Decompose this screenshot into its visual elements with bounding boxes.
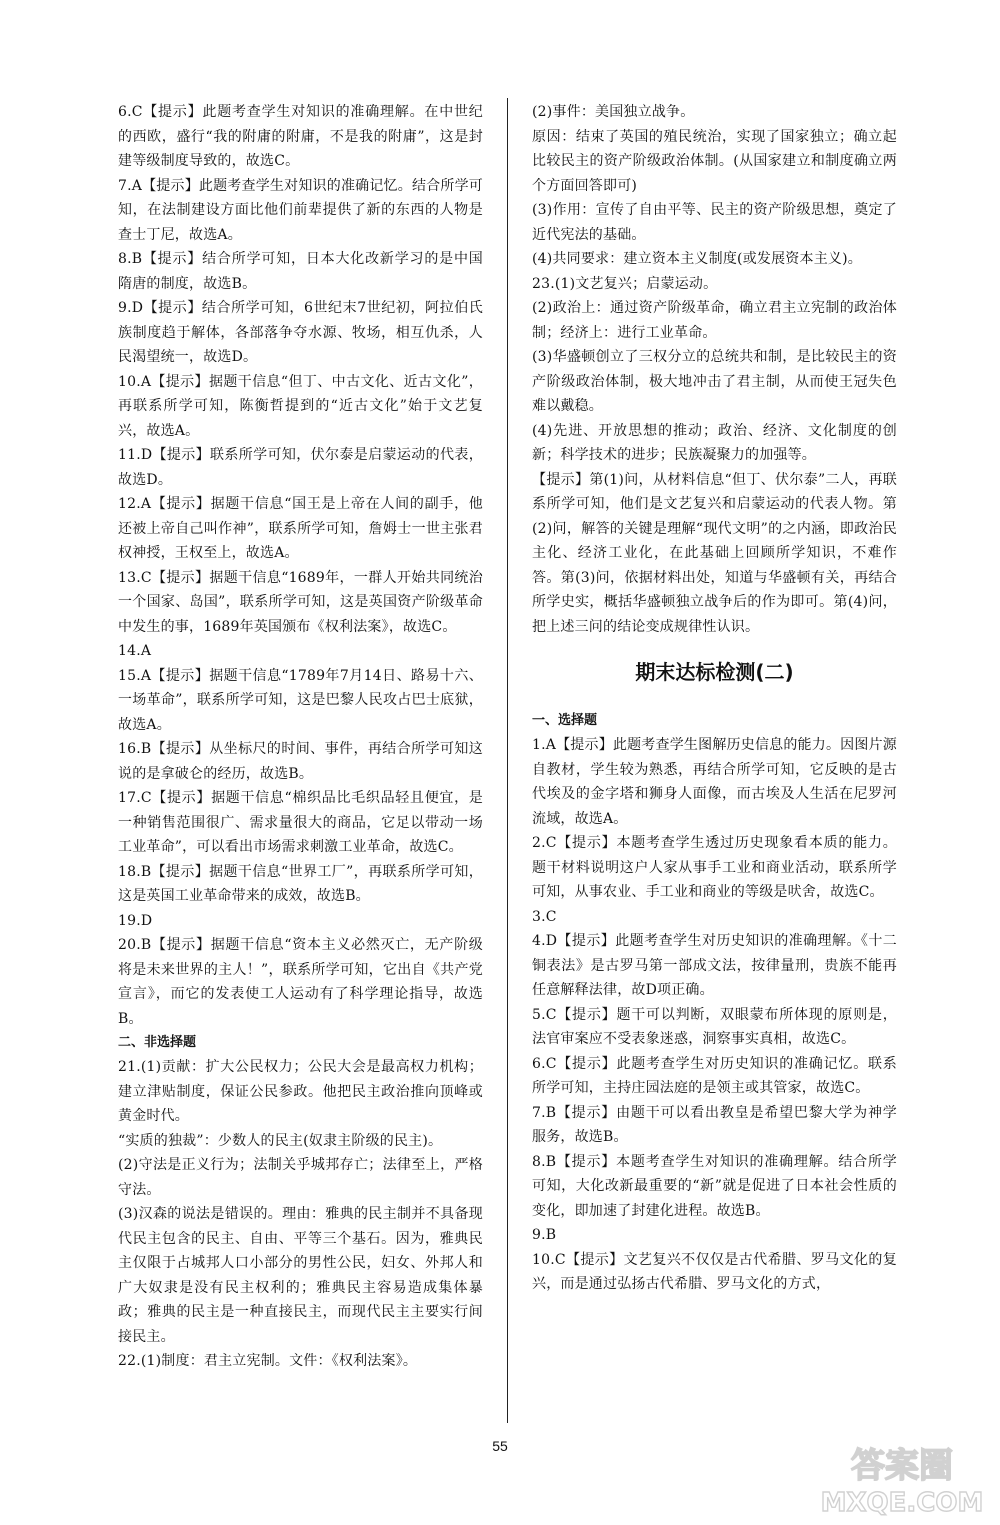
answer-item: 10.C【提示】文艺复兴不仅仅是古代希腊、罗马文化的复兴，而是通过弘扬古代希腊、罗马文化的方式， — [532, 1251, 897, 1292]
answer-item: 11.D【提示】联系所学可知，伏尔泰是启蒙运动的代表，故选D。 — [118, 447, 483, 488]
answer-item: 7.B【提示】由题干可以看出教皇是希望巴黎大学为神学服务，故选B。 — [532, 1104, 897, 1145]
answer-item: 19.D — [118, 912, 153, 929]
answer-item: 10.A【提示】据题干信息“但丁、中古文化、近古文化”，再联系所学可知，陈衡哲提到的“近古文化”始于文艺复兴，故选A。 — [118, 373, 483, 439]
answer-item: (4)先进、开放思想的推动；政治、经济、文化制度的创新；科学技术的进步；民族凝聚力的加强等。 — [532, 422, 897, 463]
answer-item: (2)政治上：通过资产阶级革命，确立君主立宪制的政治体制；经济上：进行工业革命。 — [532, 300, 897, 341]
answer-item: 2.C【提示】本题考查学生透过历史现象看本质的能力。题干材料说明这户人家从事手工业和商业活动，联系所学可知，从事农业、手工业和商业的等级是吠舍，故选C。 — [532, 835, 897, 900]
answer-item: 8.B【提示】结合所学可知，日本大化改新学习的是中国隋唐的制度，故选B。 — [118, 251, 483, 292]
section-title: 期末达标检测(二) — [635, 660, 794, 684]
answer-item: 5.C【提示】题干可以判断，双眼蒙布所体现的原则是，法官审案应不受表象迷惑，洞察事实真相，故选C。 — [532, 1006, 897, 1047]
answer-item: 18.B【提示】据题干信息“世界工厂”，再联系所学可知，这是英国工业革命带来的成效，故选B。 — [118, 863, 483, 904]
answer-list-continued — [532, 100, 897, 639]
answer-item: 3.C — [532, 908, 557, 925]
answer-item: 原因：结束了英国的殖民统治，实现了国家独立；确立起比较民主的资产阶级政治体制。(从国家建立和制度确立两个方面回答即可) — [532, 128, 897, 194]
answer-list-non-choice — [118, 1055, 483, 1374]
answer-item: (3)作用：宣传了自由平等、民主的资产阶级思想，奠定了近代宪法的基础。 — [532, 202, 897, 243]
answer-item: (3)汉森的说法是错误的。理由：雅典的民主制并不具备现代民主包含的民主、自由、平等三个基石。因为，雅典民主仅限于占城邦人口小部分的男性公民，妇女、外邦人和广大奴隶是没有民主权利的；雅典民主容易造成集体暴政；雅典的民主是一种直接民主，而现代民主主要实行间接民主。 — [118, 1206, 483, 1345]
answer-item: 12.A【提示】据题干信息“国王是上帝在人间的副手，他还被上帝自己叫作神”，联系所学可知，詹姆士一世主张君权神授，王权至上，故选A。 — [118, 496, 483, 561]
section-heading-non-choice: 二、非选择题 — [118, 1035, 197, 1050]
watermark-line2: MXQE.COM — [820, 1488, 984, 1517]
answer-item: 15.A【提示】据题干信息“1789年7月14日、路易十六、一场革命”，联系所学可知，这是巴黎人民攻占巴士底狱，故选A。 — [118, 667, 483, 733]
answer-item: (2)守法是正义行为；法制关乎城邦存亡；法律至上，严格守法。 — [118, 1157, 483, 1198]
answer-item: 6.C【提示】此题考查学生对历史知识的准确记忆。联系所学可知，主持庄园法庭的是领主或其管家，故选C。 — [532, 1055, 897, 1096]
answer-item: 7.A【提示】此题考查学生对知识的准确记忆。结合所学可知，在法制建设方面比他们前辈提供了新的东西的人物是查士丁尼，故选A。 — [118, 177, 483, 243]
answer-item: 1.A【提示】此题考查学生图解历史信息的能力。因图片源自教材，学生较为熟悉，再结合所学可知，它反映的是古代埃及的金字塔和狮身人面像，而古埃及人生活在尼罗河流域，故选A。 — [532, 737, 897, 827]
answer-item: 23.(1)文艺复兴；启蒙运动。 — [532, 275, 718, 292]
answer-list-choice — [118, 100, 483, 1031]
page-number: 55 — [492, 1438, 508, 1454]
answer-item: 16.B【提示】从坐标尺的时间、事件，再结合所学可知这说的是拿破仑的经历，故选B。 — [118, 741, 483, 782]
answer-item: (2)事件：美国独立战争。 — [532, 104, 695, 120]
answer-item: 8.B【提示】本题考查学生对知识的准确理解。结合所学可知，大化改新最重要的“新”就是促进了日本社会性质的变化，即加速了封建化进程。故选B。 — [532, 1153, 897, 1219]
answer-item: 4.D【提示】此题考查学生对历史知识的准确理解。《十二铜表法》是古罗马第一部成文法，按律量刑，贵族不能再任意解释法律，故D项正确。 — [532, 933, 897, 998]
column-divider — [507, 98, 508, 1423]
section-heading-choice: 一、选择题 — [532, 713, 598, 728]
watermark-line1: 答案圈 — [851, 1446, 953, 1486]
watermark-logo — [816, 1439, 988, 1517]
answer-item: (3)华盛顿创立了三权分立的总统共和制，是比较民主的资产阶级政治体制，极大地冲击了君主制，从而使王冠失色难以戴稳。 — [532, 349, 897, 414]
answer-item: 17.C【提示】据题干信息“棉织品比毛织品轻且便宜，是一种销售范围很广、需求量很大的商品，它足以带动一场工业革命”，可以看出市场需求刺激工业革命，故选C。 — [118, 790, 483, 855]
left-column — [118, 100, 483, 1374]
answer-item: 9.D【提示】结合所学可知，6世纪末7世纪初，阿拉伯氏族制度趋于解体，各部落争夺水源、牧场，相互仇杀，人民渴望统一，故选D。 — [118, 300, 483, 365]
answer-item: 【提示】第(1)问，从材料信息“但丁、伏尔泰”二人，再联系所学可知，他们是文艺复兴和启蒙运动的代表人物。第(2)问，解答的关键是理解“现代文明”的之内涵，即政治民主化、经济工业化，在此基础上回顾所学知识，不难作答。第(3)问，依据材料出处，知道与华盛顿有关，再结合所学史实，概括华盛顿独立战争后的作为即可。第(4)问，把上述三问的结论变成规律性认识。 — [532, 471, 897, 635]
answer-item: 9.B — [532, 1227, 557, 1243]
answer-item: 13.C【提示】据题干信息“1689年，一群人开始共同统治一个国家、岛国”，联系所学可知，这是英国资产阶级革命中发生的事，1689年英国颁布《权利法案》，故选C。 — [118, 569, 483, 635]
answer-item: 21.(1)贡献：扩大公民权力；公民大会是最高权力机构；建立津贴制度，保证公民参政。他把民主政治推向顶峰或黄金时代。 — [118, 1059, 483, 1124]
answer-item: (4)共同要求：建立资本主义制度(或发展资本主义)。 — [532, 251, 862, 267]
answer-item: 6.C【提示】此题考查学生对知识的准确理解。在中世纪的西欧，盛行“我的附庸的附庸，不是我的附庸”，这是封建等级制度导致的，故选C。 — [118, 104, 483, 169]
answer-list-test-two — [532, 733, 897, 1297]
answer-item: 22.(1)制度：君主立宪制。文件：《权利法案》。 — [118, 1353, 418, 1369]
answer-item: 20.B【提示】据题干信息“资本主义必然灭亡，无产阶级将是未来世界的主人！”，联系所学可知，它出自《共产党宣言》，而它的发表使工人运动有了科学理论指导，故选B。 — [118, 937, 483, 1027]
answer-item: 14.A — [118, 643, 152, 659]
answer-item: “实质的独裁”：少数人的民主(奴隶主阶级的民主)。 — [118, 1132, 443, 1149]
right-column — [532, 100, 897, 1297]
